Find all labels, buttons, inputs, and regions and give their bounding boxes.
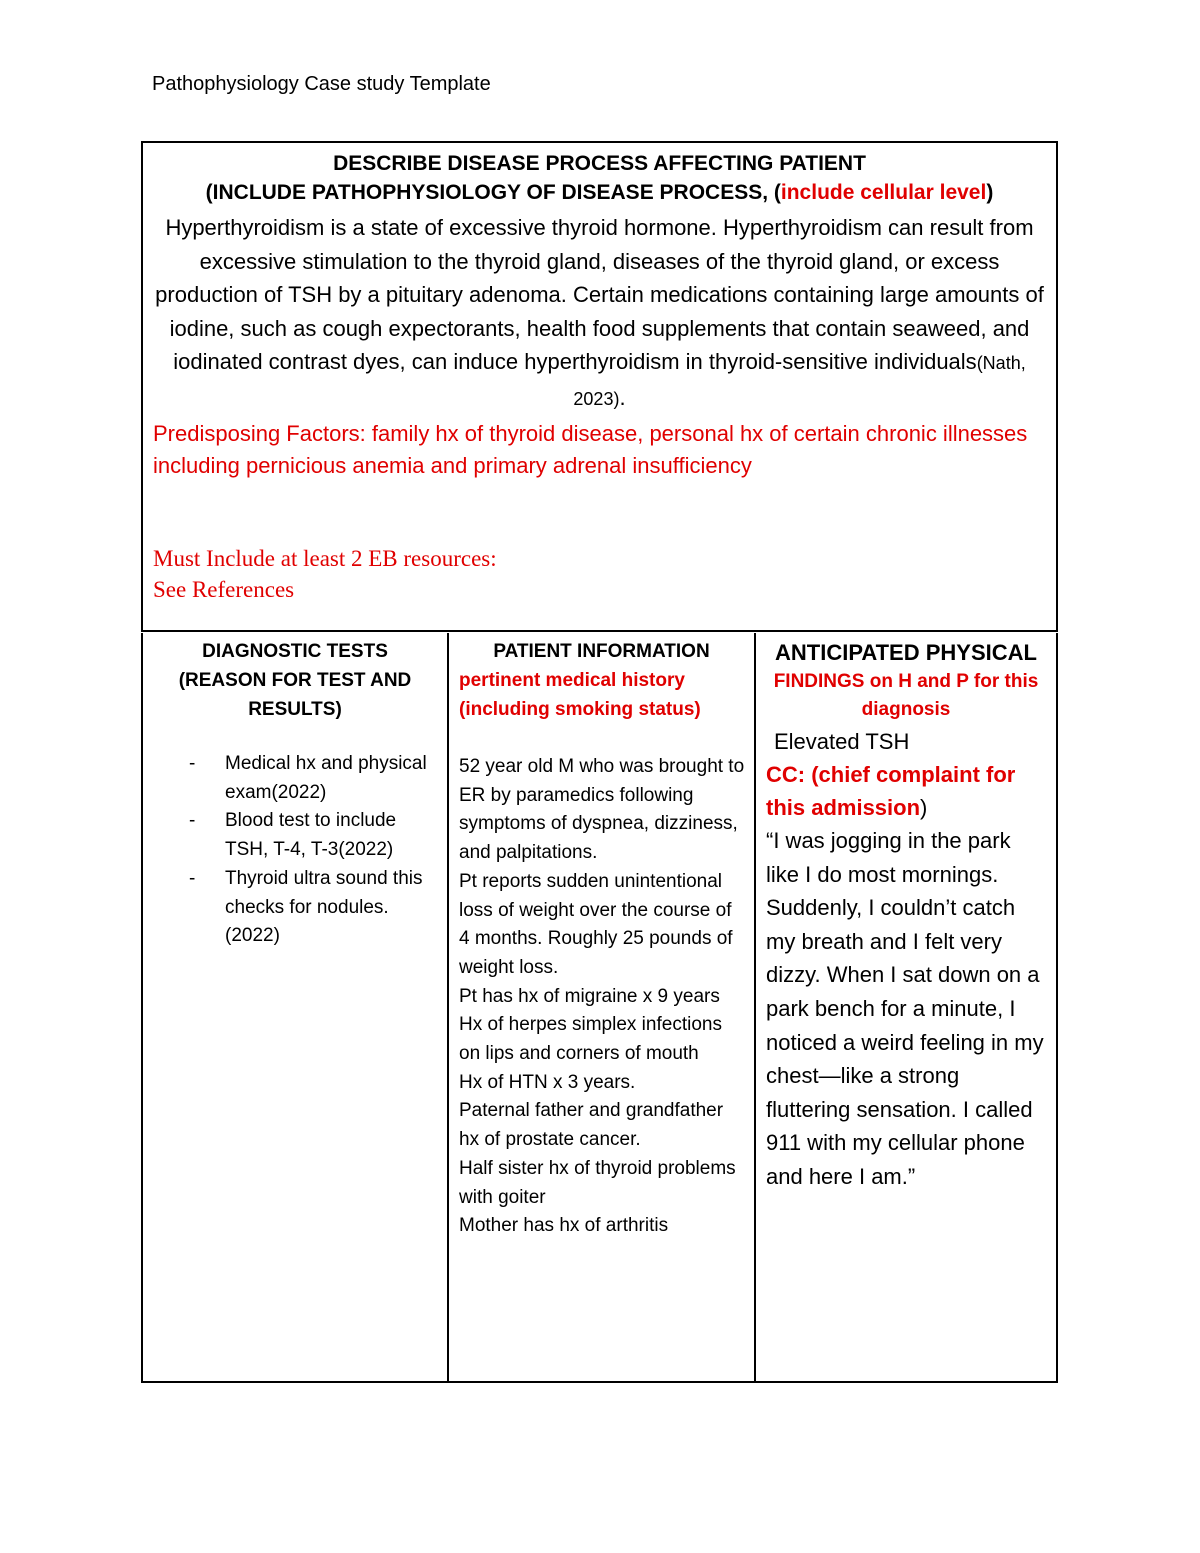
diagnostic-tests-list (143, 750, 447, 951)
disease-description-text: Hyperthyroidism is a state of excessive thyroid hormone. Hyperthyroidism can result from excessive stimulation to the thyroid gland, diseases of the thyroid gland, or excess production of TSH by a pituitary adenoma. Certain medications containing large amounts of iodine, such as cough expectorants, health food supplements that contain seaweed, and iodinated contrast dyes, can induce hyperthyroidism in thyroid-sensitive individuals (155, 215, 1044, 374)
disease-process-heading (143, 149, 1056, 207)
heading-line-2-prefix: (INCLUDE PATHOPHYSIOLOGY OF DISEASE PROCESS, ( (205, 181, 781, 204)
patient-information-column (449, 633, 756, 1381)
document-title: Pathophysiology Case study Template (152, 73, 491, 95)
chief-complaint-label-close: ) (920, 795, 928, 820)
list-item: - Blood test to include TSH, T-4, T-3(2022) (143, 807, 447, 864)
eb-resources-note (153, 543, 497, 605)
diagnostic-header-line-3: RESULTS) (248, 699, 342, 720)
heading-line-2 (143, 178, 1056, 207)
predisposing-factors: Predisposing Factors: family hx of thyroid disease, personal hx of certain chronic illnesses including pernicious anemia and primary adrenal insufficiency (153, 421, 1028, 478)
disease-description (153, 211, 1046, 416)
anticipated-finding: Elevated TSH (774, 729, 910, 754)
physical-findings-column (756, 633, 1056, 1381)
patient-history (449, 753, 754, 1241)
list-item: Paternal father and grandfather hx of prostate cancer. (459, 1100, 724, 1151)
diagnostic-tests-header (143, 637, 447, 724)
list-item: Half sister hx of thyroid problems with goiter (459, 1157, 736, 1208)
chief-complaint-label (756, 758, 1056, 824)
heading-line-2-suffix: ) (986, 181, 994, 204)
eb-resources-line-1: Must Include at least 2 EB resources: (153, 546, 497, 571)
diagnostic-tests-column (143, 633, 449, 1381)
list-item: Hx of HTN x 3 years. (459, 1071, 636, 1093)
list-item: Pt reports sudden unintentional loss of weight over the course of 4 months. Roughly 25 pounds of weight loss. (459, 870, 733, 978)
list-item: 52 year old M who was brought to ER by paramedics following symptoms of dyspnea, dizziness, and palpitations. (459, 756, 745, 864)
list-item: - Medical hx and physical exam(2022) (143, 750, 447, 807)
list-item: - Thyroid ultra sound this checks for nodules. (2022) (143, 865, 447, 951)
list-item: Mother has hx of arthritis (459, 1215, 669, 1237)
list-item: Pt has hx of migraine x 9 years (459, 985, 720, 1007)
eb-resources-line-2: See References (153, 577, 295, 602)
diagnostic-header-line-2: (REASON FOR TEST AND (178, 670, 412, 691)
patient-subheader-line-1: pertinent medical history (459, 670, 685, 691)
physical-findings-header: ANTICIPATED PHYSICAL (775, 640, 1037, 665)
patient-information-header: PATIENT INFORMATION (493, 641, 710, 662)
description-end: . (619, 384, 626, 410)
heading-line-1: DESCRIBE DISEASE PROCESS AFFECTING PATIENT (333, 152, 866, 175)
physical-findings-subheader: FINDINGS on H and P for this diagnosis (773, 671, 1039, 720)
disease-process-section (141, 141, 1058, 632)
heading-line-2-red: include cellular level (780, 181, 987, 204)
patient-subheader-line-2: (including smoking status) (459, 699, 701, 720)
citation: (Nath, 2023) (573, 353, 1026, 409)
diagnostic-header-line-1: DIAGNOSTIC TESTS (202, 641, 388, 662)
patient-subheader (449, 666, 754, 724)
details-table (141, 633, 1058, 1383)
chief-complaint-label-text: CC: (chief complaint for this admission (766, 762, 1016, 820)
list-item: Hx of herpes simplex infections on lips and corners of mouth (459, 1014, 722, 1065)
chief-complaint-quote: “I was jogging in the park like I do most mornings. Suddenly, I couldn’t catch my breath and I felt very dizzy. When I sat down on a park bench for a minute, I noticed a weird feeling in my chest—like a strong fluttering sensation. I called 911 with my cellular phone and here I am.” (766, 828, 1044, 1189)
